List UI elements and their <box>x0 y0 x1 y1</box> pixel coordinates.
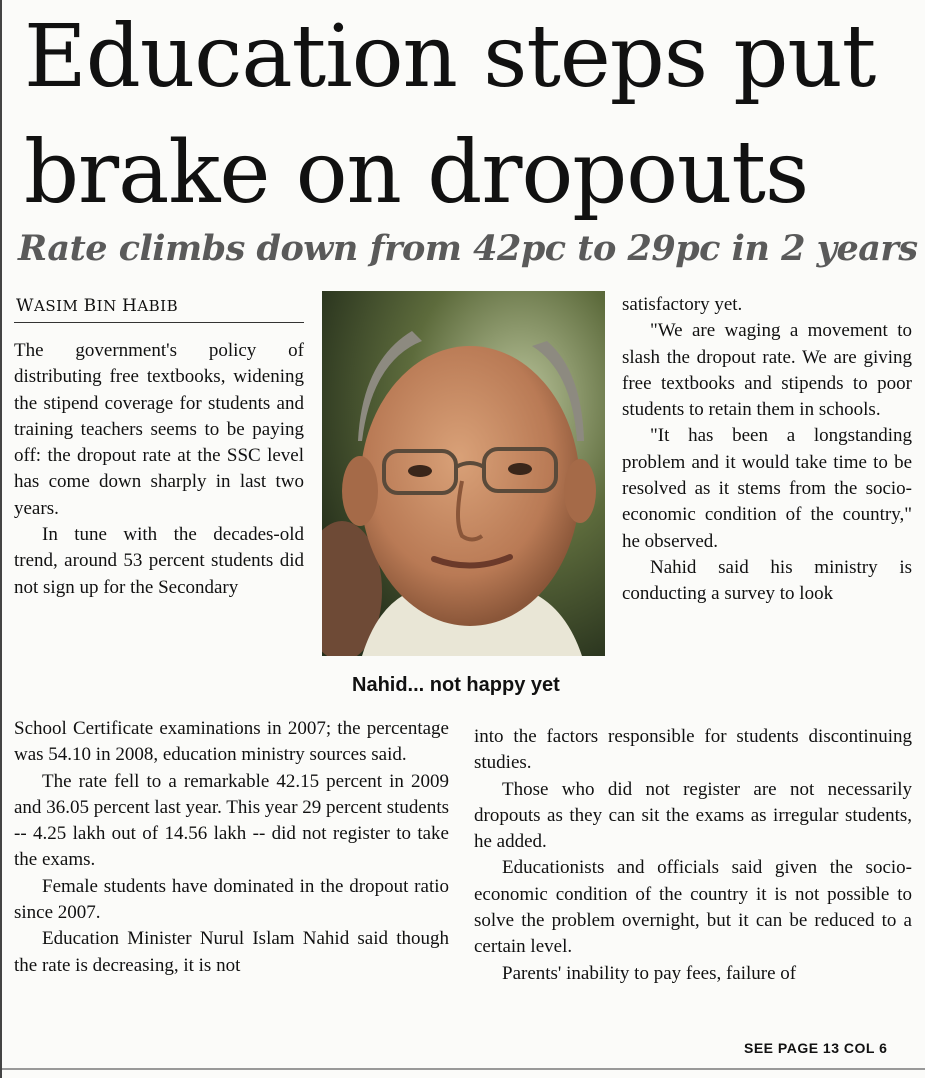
paragraph: "It has been a longstanding problem and it would take time to be resolved as it stems from the socio-economic condition of the country," he observed. <box>622 425 912 552</box>
portrait-photo-image <box>322 291 605 656</box>
bottom-rule <box>2 1068 925 1070</box>
paragraph: Nahid said his ministry is conducting a survey to look <box>622 556 912 605</box>
headline-line-2: brake on dropouts <box>24 123 809 223</box>
byline: WASIM BIN HABIB <box>16 296 179 316</box>
paragraph: Educationists and officials said given the socio-economic condition of the country it is not possible to solve the problem overnight, but it can be reduced to a certain level. <box>474 857 912 958</box>
column-c <box>622 292 912 608</box>
column-b <box>14 716 449 979</box>
paragraph: into the factors responsible for students discontinuing studies. <box>474 726 912 774</box>
headline-line-1: Education steps put <box>24 7 876 107</box>
subheadline: Rate climbs down from 42pc to 29pc in 2 years <box>18 228 918 269</box>
continuation-jump-line[interactable]: SEE PAGE 13 COL 6 <box>744 1040 888 1056</box>
byline-rule <box>14 322 304 323</box>
paragraph: Education Minister Nurul Islam Nahid said though the rate is decreasing, it is not <box>14 928 449 976</box>
column-d <box>474 724 912 987</box>
portrait-photo <box>322 291 605 656</box>
paragraph: Female students have dominated in the dropout ratio since 2007. <box>14 875 449 924</box>
paragraph: In tune with the decades-old trend, around 53 percent students did not sign up for the Secondary <box>14 524 304 598</box>
paragraph: The government's policy of distributing free textbooks, widening the stipend coverage for students and training teachers seems to be paying off: the dropout rate at the SSC level has come down sharply in last two years. <box>14 340 304 519</box>
paragraph: The rate fell to a remarkable 42.15 percent in 2009 and 36.05 percent last year. This year 29 percent students -- 4.25 lakh out of 14.56 lakh -- did not register to take the exams. <box>14 770 449 871</box>
paragraph: "We are waging a movement to slash the dropout rate. We are giving free textbooks and stipends to poor students to retain them in schools. <box>622 320 912 421</box>
paragraph: School Certificate examinations in 2007; the percentage was 54.10 in 2008, education ministry sources said. <box>14 718 449 766</box>
paragraph: Those who did not register are not necessarily dropouts as they can sit the exams as irregular students, he added. <box>474 778 912 853</box>
paragraph: Parents' inability to pay fees, failure of <box>502 962 797 984</box>
photo-caption: Nahid... not happy yet <box>352 674 560 696</box>
paragraph: satisfactory yet. <box>622 294 743 315</box>
column-a <box>14 338 304 601</box>
